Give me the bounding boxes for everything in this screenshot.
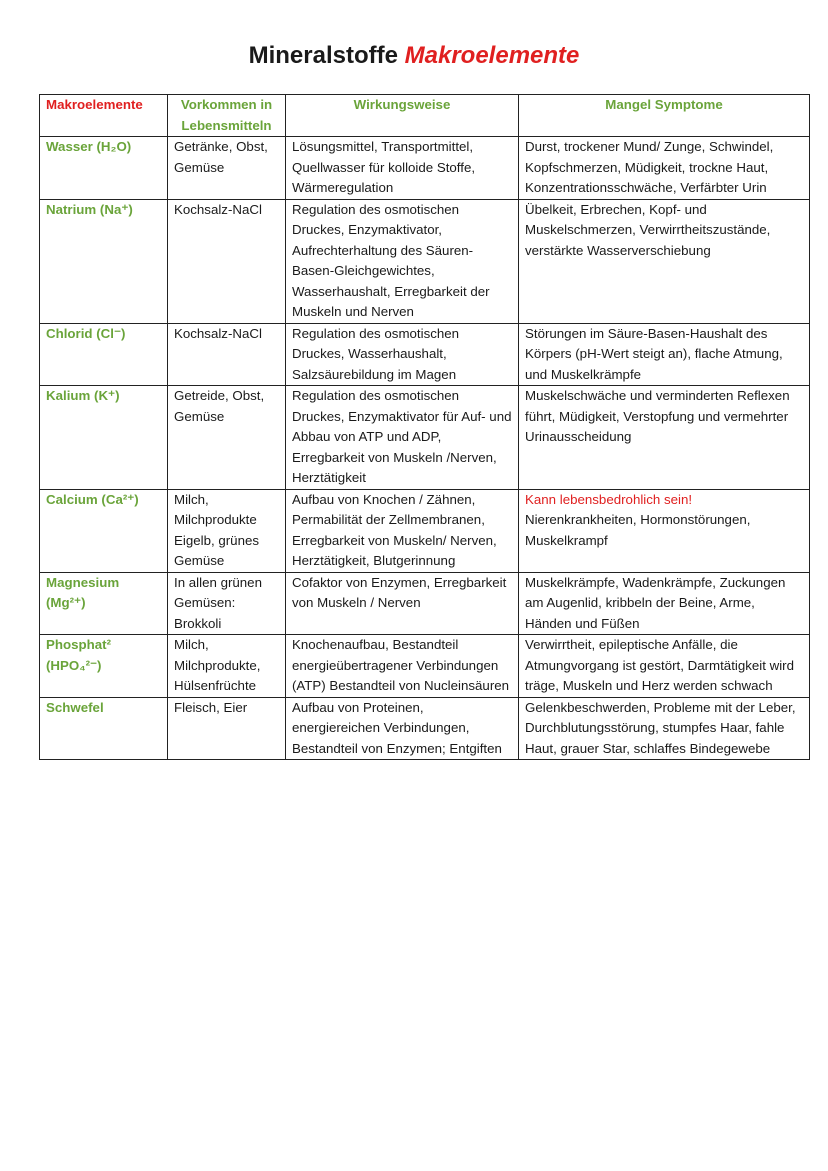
element-effect: Knochenaufbau, Bestandteil energieübertragener Verbindungen (ATP) Bestandteil von Nucleinsäuren — [286, 635, 519, 698]
element-symptoms: Nierenkrankheiten, Hormonstörungen, Muskelkrampf — [525, 512, 751, 548]
element-effect: Regulation des osmotischen Druckes, Enzymaktivator für Auf- und Abbau von ATP und ADP, Erregbarkeit von Muskeln /Nerven, Herztätigkeit — [286, 386, 519, 490]
element-symptoms: Störungen im Säure-Basen-Haushalt des Körpers (pH-Wert steigt an), flache Atmung, und Muskelkrämpfe — [519, 323, 810, 386]
element-symptoms: Muskelkrämpfe, Wadenkrämpfe, Zuckungen am Augenlid, kribbeln der Beine, Arme, Händen und Füßen — [519, 572, 810, 635]
table-row — [40, 386, 810, 490]
element-symptoms: Muskelschwäche und verminderten Reflexen führt, Müdigkeit, Verstopfung und vermehrter Urinausscheidung — [519, 386, 810, 490]
minerals-table — [39, 94, 810, 760]
element-symptoms: Übelkeit, Erbrechen, Kopf- und Muskelschmerzen, Verwirrtheitszustände, verstärkte Wasserverschiebung — [519, 199, 810, 323]
header-symptoms: Mangel Symptome — [519, 95, 810, 137]
element-symptoms: Verwirrtheit, epileptische Anfälle, die Atmungvorgang ist gestört, Darmtätigkeit wird träge, Muskeln und Herz werden schwach — [519, 635, 810, 698]
table-row — [40, 635, 810, 698]
table-row — [40, 697, 810, 760]
element-name: Natrium (Na⁺) — [40, 199, 168, 323]
header-sources: Vorkommen in Lebensmitteln — [168, 95, 286, 137]
element-name: Wasser (H₂O) — [40, 137, 168, 200]
element-effect: Lösungsmittel, Transportmittel, Quellwasser für kolloide Stoffe, Wärmeregulation — [286, 137, 519, 200]
element-sources: Kochsalz-NaCl — [168, 323, 286, 386]
element-name: Chlorid (Cl⁻) — [40, 323, 168, 386]
table-row — [40, 199, 810, 323]
table-header-row — [40, 95, 810, 137]
element-sources: Getränke, Obst, Gemüse — [168, 137, 286, 200]
element-symptoms-cell — [519, 489, 810, 572]
title-main: Mineralstoffe — [248, 42, 398, 69]
header-element: Makroelemente — [40, 95, 168, 137]
element-effect: Aufbau von Knochen / Zähnen, Permabilität der Zellmembranen, Erregbarkeit von Muskeln/ Nerven, Herztätigkeit, Blutgerinnung — [286, 489, 519, 572]
element-name: Phosphat² (HPO₄²⁻) — [40, 635, 168, 698]
element-effect: Regulation des osmotischen Druckes, Wasserhaushalt, Salzsäurebildung im Magen — [286, 323, 519, 386]
element-sources: Getreide, Obst, Gemüse — [168, 386, 286, 490]
table-row — [40, 137, 810, 200]
element-sources: In allen grünen Gemüsen: Brokkoli — [168, 572, 286, 635]
page-title — [0, 42, 828, 70]
element-name: Schwefel — [40, 697, 168, 760]
element-effect: Regulation des osmotischen Druckes, Enzymaktivator, Aufrechterhaltung des Säuren-Basen-Gleichgewichtes, Wasserhaushalt, Erregbarkeit der Muskeln und Nerven — [286, 199, 519, 323]
table-row — [40, 489, 810, 572]
element-effect: Cofaktor von Enzymen, Erregbarkeit von Muskeln / Nerven — [286, 572, 519, 635]
element-name: Magnesium (Mg²⁺) — [40, 572, 168, 635]
element-effect: Aufbau von Proteinen, energiereichen Verbindungen, Bestandteil von Enzymen; Entgiften — [286, 697, 519, 760]
element-sources: Kochsalz-NaCl — [168, 199, 286, 323]
table-row — [40, 572, 810, 635]
element-sources: Milch, Milchprodukte, Hülsenfrüchte — [168, 635, 286, 698]
element-sources: Fleisch, Eier — [168, 697, 286, 760]
element-name: Calcium (Ca²⁺) — [40, 489, 168, 572]
warning-text: Kann lebensbedrohlich sein! — [525, 491, 693, 507]
title-accent: Makroelemente — [404, 42, 580, 69]
element-name: Kalium (K⁺) — [40, 386, 168, 490]
element-sources: Milch, Milchprodukte Eigelb, grünes Gemüse — [168, 489, 286, 572]
table-row — [40, 323, 810, 386]
element-symptoms: Durst, trockener Mund/ Zunge, Schwindel, Kopfschmerzen, Müdigkeit, trockne Haut, Konzentrationsschwäche, Verfärbter Urin — [519, 137, 810, 200]
element-symptoms: Gelenkbeschwerden, Probleme mit der Leber, Durchblutungsstörung, stumpfes Haar, fahle Haut, grauer Star, schlaffes Bindegewebe — [519, 697, 810, 760]
header-effect: Wirkungsweise — [286, 95, 519, 137]
